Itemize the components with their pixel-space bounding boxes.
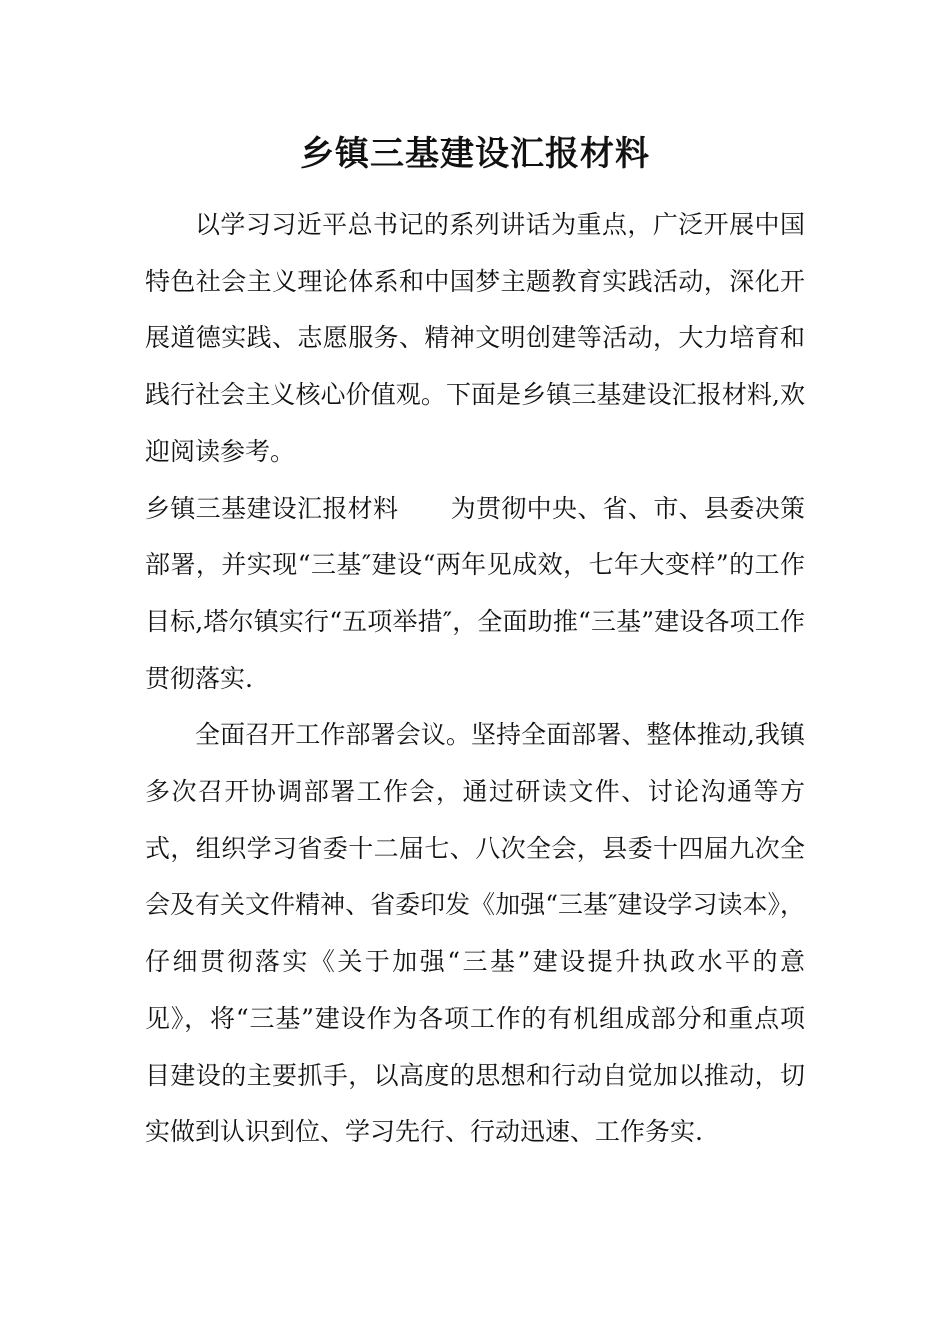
document-title: 乡镇三基建设汇报材料: [300, 134, 650, 174]
paragraph-measures: [145, 481, 805, 708]
paragraph-measures-text: 为贯彻中央、省、市、县委决策部署，并实现“三基″建设“两年见成效，七年大变样”的工作目标,塔尔镇实行“五项举措″，全面助推“三基”建设各项工作贯彻落实.: [145, 493, 805, 693]
paragraph-meeting: 全面召开工作部署会议。坚持全面部署、整体推动,我镇多次召开协调部署工作会，通过研读文件、讨论沟通等方式，组织学习省委十二届七、八次全会，县委十四届九次全会及有关文件精神、省委印发《加强“三基″建设学习读本》，仔细贯彻落实《关于加强“三基”建设提升执政水平的意见》，将“三基”建设作为各项工作的有机组成部分和重点项目建设的主要抓手，以高度的思想和行动自觉加以推动，切实做到认识到位、学习先行、行动迅速、工作务实.: [145, 720, 805, 1147]
document-body: [145, 197, 805, 1161]
paragraph-intro: 以学习习近平总书记的系列讲话为重点，广泛开展中国特色社会主义理论体系和中国梦主题教育实践活动，深化开展道德实践、志愿服务、精神文明创建等活动，大力培育和践行社会主义核心价值观。下面是乡镇三基建设汇报材料,欢迎阅读参考。: [145, 210, 805, 466]
inline-heading: 乡镇三基建设汇报材料: [145, 493, 399, 523]
